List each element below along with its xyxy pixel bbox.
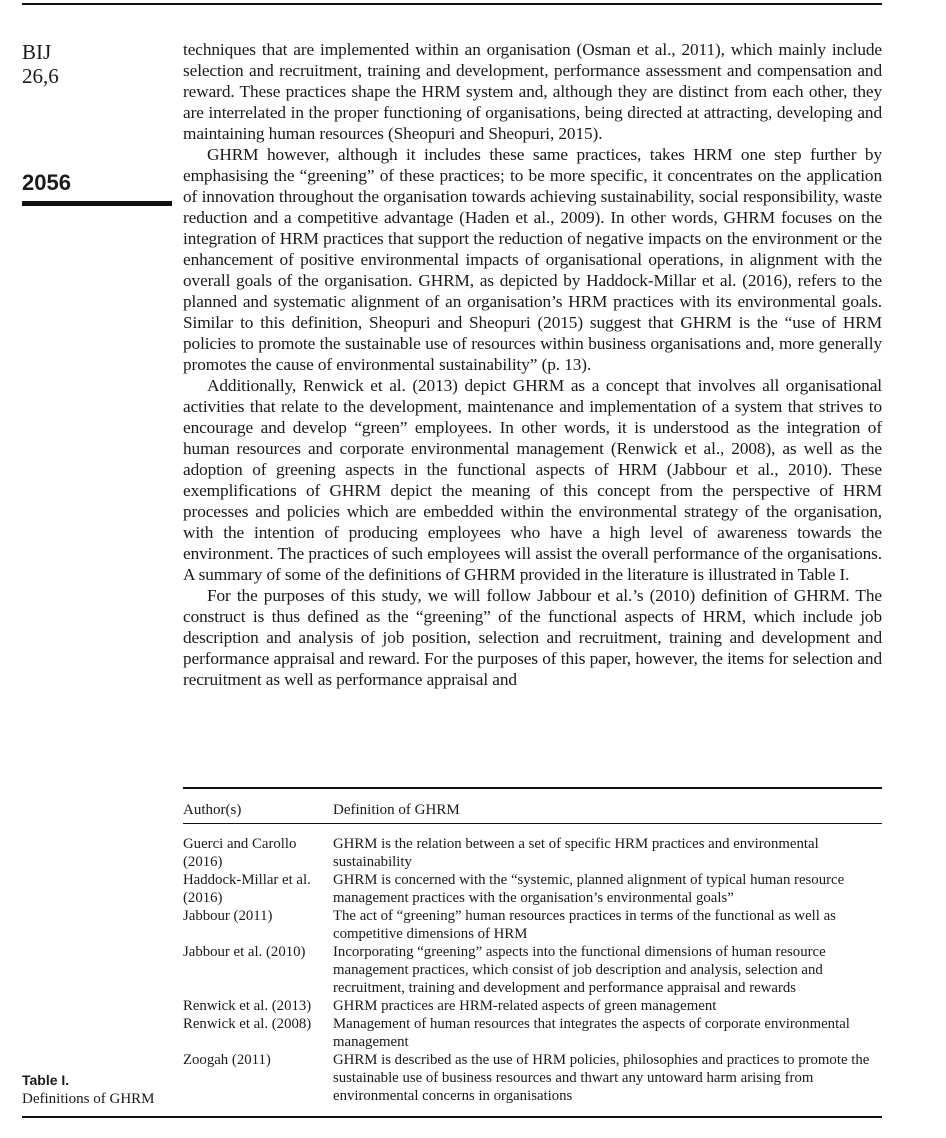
table-cell-definition: GHRM is described as the use of HRM policies, philosophies and practices to promote the sustainable use of business resources and thwart any untoward harm arising from environmental concerns in organisations (333, 1052, 870, 1104)
table-header-author: Author(s) (183, 802, 242, 818)
paragraph: GHRM however, although it includes these same practices, takes HRM one step further by emphasising the “greening” of these practices; to be more specific, it concentrates on the application of innovation throughout the organisation towards achieving sustainability, social responsibility, waste reduction and a competitive advantage (Haden et al., 2009). In other words, GHRM focuses on the integration of HRM practices that support the reduction of negative impacts on the environment or the enhancement of positive environmental impacts of organisational operations, in alignment with the overall goals of the organisation. GHRM, as depicted by Haddock-Millar et al. (2016), refers to the planned and systematic alignment of an organisation’s HRM practices with its environmental goals. Similar to this definition, Sheopuri and Sheopuri (2015) suggest that GHRM is the “use of HRM policies to promote the sustainable use of resources within business organisations and, more generally promotes the cause of environmental sustainability” (p. 13). (183, 145, 882, 374)
table-row (183, 943, 882, 997)
table-cell-author: Jabbour (2011) (183, 908, 273, 924)
table-row (183, 1051, 882, 1105)
table-cell-definition: Incorporating “greening” aspects into the functional dimensions of human resource management practices, which consist of job description and analysis, selection and recruitment, training and development and performance appraisal and rewards (333, 944, 826, 996)
table-bottom-rule (22, 1116, 882, 1118)
table-row (183, 871, 882, 907)
table-cell-author: Zoogah (2011) (183, 1052, 271, 1068)
top-rule (22, 3, 882, 5)
table-cell-author: Renwick et al. (2008) (183, 1016, 312, 1032)
journal-info (22, 40, 59, 88)
table-header-rule (183, 823, 882, 824)
table-cell-author: Haddock-Millar et al. (2016) (183, 872, 311, 906)
table-caption-label: Table I. (22, 1072, 70, 1088)
table-cell-definition: Management of human resources that integrates the aspects of corporate environmental management (333, 1016, 850, 1050)
paragraph: techniques that are implemented within an organisation (Osman et al., 2011), which mainly include selection and recruitment, training and development, performance assessment and compensation and reward. These practices shape the HRM system and, although they are distinct from each other, they are interrelated in the proper functioning of organisations, being directed at attracting, developing and maintaining human resources (Sheopuri and Sheopuri, 2015). (183, 40, 882, 143)
table-cell-definition: GHRM is concerned with the “systemic, planned alignment of typical human resource management practices with the organisation’s environmental goals” (333, 872, 845, 906)
page-number-rule (22, 201, 172, 206)
table-cell-definition: GHRM practices are HRM-related aspects of green management (333, 998, 717, 1014)
table-caption (22, 1071, 155, 1109)
table-caption-title: Definitions of GHRM (22, 1091, 155, 1107)
table-row (183, 1015, 882, 1051)
table-cell-definition: GHRM is the relation between a set of specific HRM practices and environmental sustainability (333, 836, 819, 870)
table-top-rule (183, 787, 882, 789)
page-number: 2056 (22, 170, 71, 195)
table-row (183, 997, 882, 1015)
body-text (183, 39, 882, 690)
paragraph: For the purposes of this study, we will follow Jabbour et al.’s (2010) definition of GHRM. The construct is thus defined as the “greening” of the functional aspects of HRM, which include job description and analysis of job position, selection and recruitment, training and development and performance appraisal and reward. For the purposes of this paper, however, the items for selection and recruitment as well as performance appraisal and (183, 586, 882, 689)
table-row (183, 835, 882, 871)
table-cell-author: Guerci and Carollo (2016) (183, 836, 297, 870)
table-cell-definition: The act of “greening” human resources practices in terms of the functional as well as competitive dimensions of HRM (333, 908, 836, 942)
table-body (183, 835, 882, 1105)
table-row (183, 907, 882, 943)
paragraph: Additionally, Renwick et al. (2013) depict GHRM as a concept that involves all organisational activities that relate to the development, maintenance and implementation of a system that strives to encourage and develop “green” employees. In other words, it is understood as the integration of human resources and corporate environmental management (Renwick et al., 2008), as well as the adoption of greening aspects in the functional aspects of HRM (Jabbour et al., 2010). These exemplifications of GHRM depict the meaning of this concept from the perspective of HRM processes and policies which are embedded within the environmental strategy of the organisation, with the intention of producing employees who have a high level of awareness towards the environment. The practices of such employees will assist the overall performance of the organisations. A summary of some of the definitions of GHRM provided in the literature is illustrated in Table I. (183, 376, 882, 584)
journal-volume-issue: 26,6 (22, 64, 59, 88)
table-cell-author: Jabbour et al. (2010) (183, 944, 306, 960)
journal-name: BIJ (22, 40, 52, 64)
table-cell-author: Renwick et al. (2013) (183, 998, 312, 1014)
table-header-definition: Definition of GHRM (333, 802, 460, 818)
